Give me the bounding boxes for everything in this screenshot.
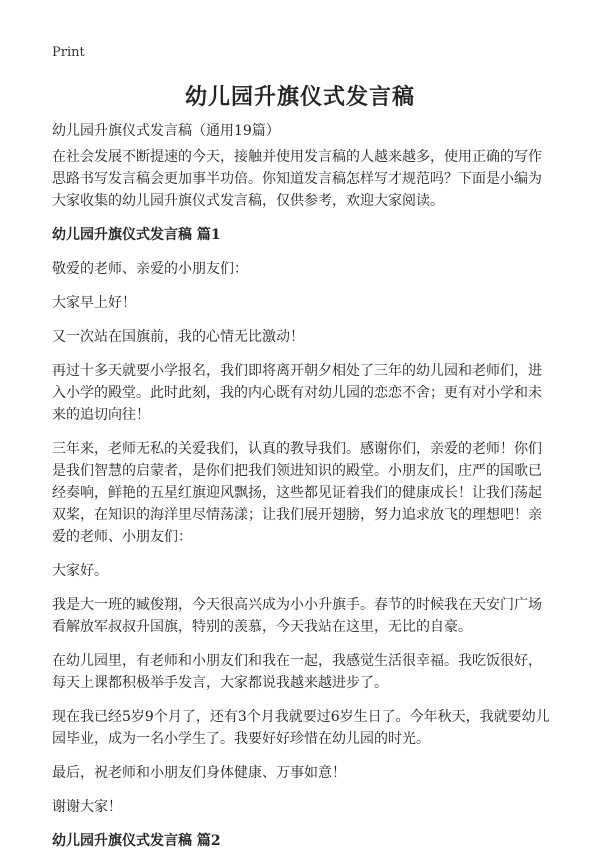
document-body	[52, 146, 552, 864]
paragraph: 最后，祝老师和小朋友们身体健康、万事如意！	[52, 765, 346, 781]
paragraph: 又一次站在国旗前，我的心情无比激动！	[52, 329, 304, 345]
paragraph: 在幼儿园里，有老师和小朋友们和我在一起，我感觉生活很幸福。我吃饭很好，每天上课都积极举手发言，大家都说我越来越进步了。	[52, 653, 542, 691]
paragraph: 我是大一班的臧俊翔，今天很高兴成为小小升旗手。春节的时候我在天安门广场看解放军叔叔升国旗，特别的羡慕，今天我站在这里，无比的自豪。	[52, 597, 542, 635]
paragraph: 三年来，老师无私的关爱我们，认真的教导我们。感谢你们，亲爱的老师！你们是我们智慧的启蒙者，是你们把我们领进知识的殿堂。小朋友们，庄严的国歌已经奏响，鲜艳的五星红旗迎风飘扬，这些都见证着我们的健康成长！让我们荡起双桨，在知识的海洋里尽情荡漾；让我们展开翅膀，努力追求放飞的理想吧！亲爱的老师、小朋友们：	[52, 441, 542, 545]
paragraph: 现在我已经5岁9个月了，还有3个月我就要过6岁生日了。今年秋天，我就要幼儿园毕业，成为一名小学生了。我要好好珍惜在幼儿园的时光。	[52, 709, 550, 747]
paragraph: 大家好。	[52, 563, 108, 579]
intro-paragraph: 在社会发展不断提速的今天，接触并使用发言稿的人越来越多，使用正确的写作思路书写发言稿会更加事半功倍。你知道发言稿怎样写才规范吗？下面是小编为大家收集的幼儿园升旗仪式发言稿，仅供参考，欢迎大家阅读。	[52, 149, 542, 209]
paragraph: 再过十多天就要小学报名，我们即将离开朝夕相处了三年的幼儿园和老师们，进入小学的殿堂。此时此刻，我的内心既有对幼儿园的恋恋不舍；更有对小学和未来的追切向往！	[52, 363, 542, 423]
page-title: 幼儿园升旗仪式发言稿	[184, 84, 415, 110]
print-link[interactable]: Print	[52, 45, 85, 60]
section-heading-2: 幼儿园升旗仪式发言稿 篇2	[52, 833, 221, 849]
paragraph: 谢谢大家！	[52, 799, 122, 815]
paragraph: 大家早上好！	[52, 295, 136, 311]
document-subtitle: 幼儿园升旗仪式发言稿（通用19篇）	[52, 123, 280, 139]
paragraph: 敬爱的老师、亲爱的小朋友们：	[52, 261, 248, 277]
section-heading-1: 幼儿园升旗仪式发言稿 篇1	[52, 227, 221, 243]
